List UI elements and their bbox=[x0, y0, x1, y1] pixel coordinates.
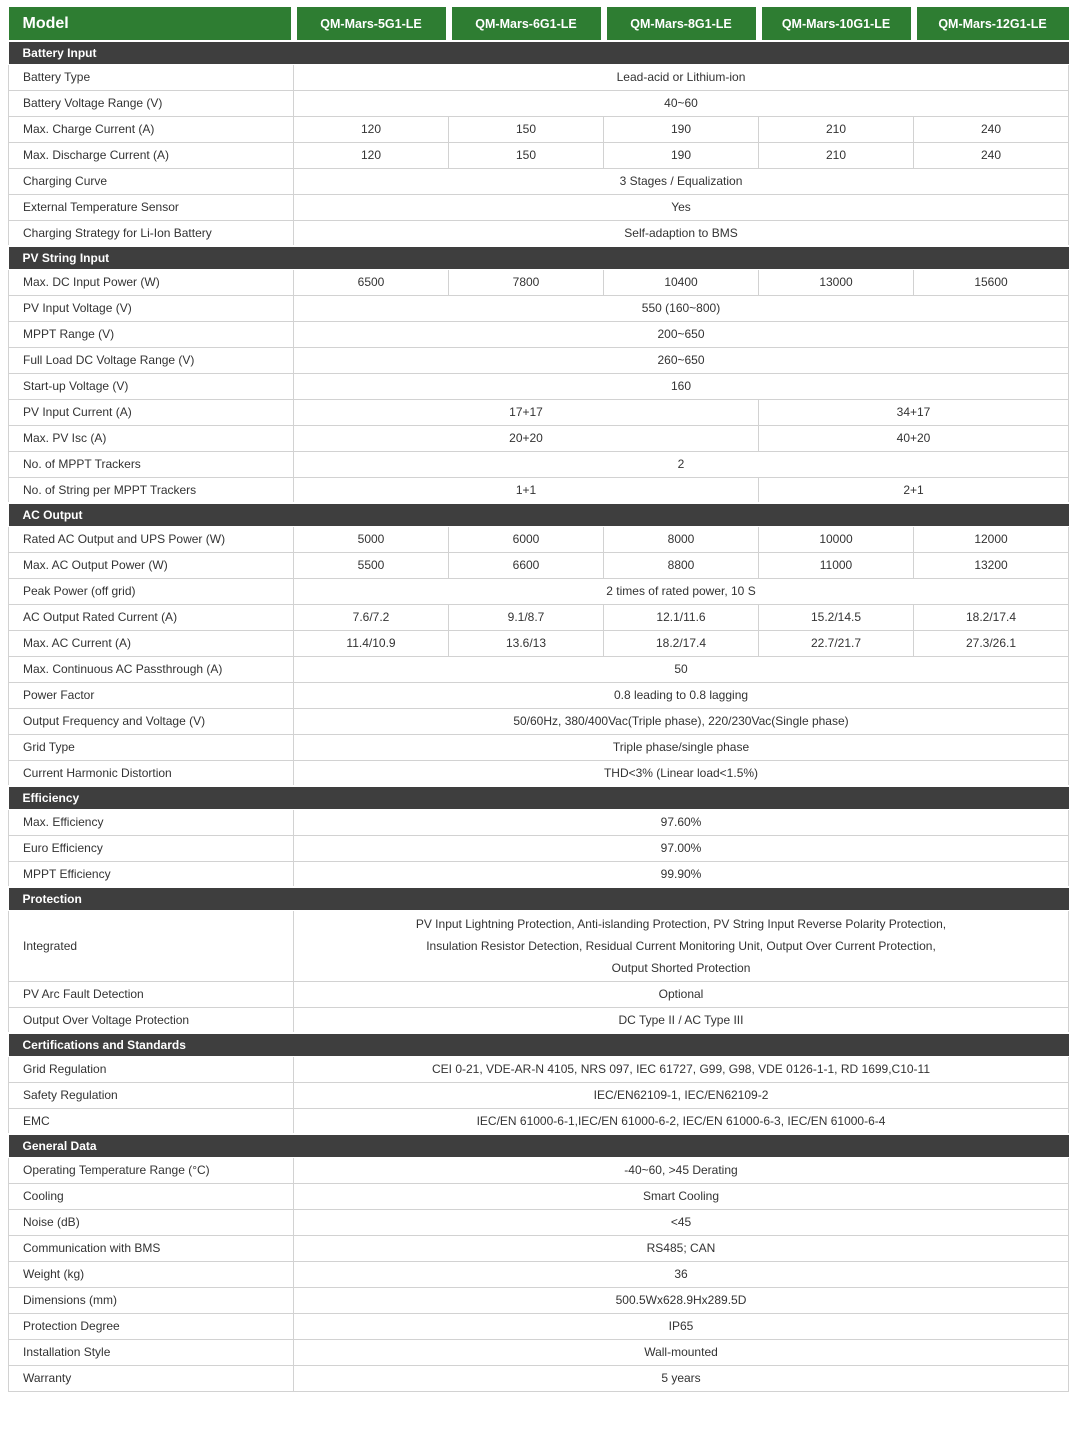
spec-label: Max. DC Input Power (W) bbox=[9, 269, 294, 295]
model-column-header: QM-Mars-12G1-LE bbox=[914, 7, 1069, 41]
spec-label: MPPT Range (V) bbox=[9, 321, 294, 347]
spec-value: 9.1/8.7 bbox=[449, 604, 604, 630]
spec-label: Max. Charge Current (A) bbox=[9, 116, 294, 142]
spec-row bbox=[9, 64, 1069, 90]
spec-label: Operating Temperature Range (°C) bbox=[9, 1157, 294, 1183]
spec-row bbox=[9, 116, 1069, 142]
spec-row bbox=[9, 526, 1069, 552]
section-title: Certifications and Standards bbox=[9, 1033, 1069, 1056]
model-column-header: QM-Mars-10G1-LE bbox=[759, 7, 914, 41]
spec-value: 11000 bbox=[759, 552, 914, 578]
spec-row bbox=[9, 90, 1069, 116]
spec-value: 18.2/17.4 bbox=[914, 604, 1069, 630]
spec-value: 200~650 bbox=[294, 321, 1069, 347]
section-row bbox=[9, 1033, 1069, 1056]
spec-label: MPPT Efficiency bbox=[9, 861, 294, 887]
section-title: AC Output bbox=[9, 503, 1069, 526]
spec-value: THD<3% (Linear load<1.5%) bbox=[294, 760, 1069, 786]
spec-row bbox=[9, 656, 1069, 682]
section-row bbox=[9, 786, 1069, 809]
spec-value: 120 bbox=[294, 142, 449, 168]
spec-row bbox=[9, 861, 1069, 887]
spec-value: 15.2/14.5 bbox=[759, 604, 914, 630]
spec-row bbox=[9, 269, 1069, 295]
spec-row bbox=[9, 708, 1069, 734]
spec-value: 12000 bbox=[914, 526, 1069, 552]
spec-value: 240 bbox=[914, 116, 1069, 142]
spec-row bbox=[9, 1287, 1069, 1313]
spec-value: 150 bbox=[449, 142, 604, 168]
spec-value: 120 bbox=[294, 116, 449, 142]
spec-value: 2 bbox=[294, 451, 1069, 477]
spec-value: 6000 bbox=[449, 526, 604, 552]
spec-row bbox=[9, 1183, 1069, 1209]
spec-row bbox=[9, 1339, 1069, 1365]
spec-value: 6600 bbox=[449, 552, 604, 578]
spec-value: 50 bbox=[294, 656, 1069, 682]
spec-value: 3 Stages / Equalization bbox=[294, 168, 1069, 194]
spec-value: 36 bbox=[294, 1261, 1069, 1287]
spec-value: RS485; CAN bbox=[294, 1235, 1069, 1261]
spec-value: 12.1/11.6 bbox=[604, 604, 759, 630]
spec-row bbox=[9, 1235, 1069, 1261]
spec-row bbox=[9, 399, 1069, 425]
spec-value: 210 bbox=[759, 116, 914, 142]
section-row bbox=[9, 1134, 1069, 1157]
section-title: Battery Input bbox=[9, 41, 1069, 64]
spec-value-line: Output Shorted Protection bbox=[611, 960, 751, 975]
spec-label: Dimensions (mm) bbox=[9, 1287, 294, 1313]
spec-row bbox=[9, 630, 1069, 656]
spec-value: Self-adaption to BMS bbox=[294, 220, 1069, 246]
model-column-header: QM-Mars-5G1-LE bbox=[294, 7, 449, 41]
spec-label: Battery Voltage Range (V) bbox=[9, 90, 294, 116]
spec-value-line: PV Input Lightning Protection, Anti-islanding Protection, PV String Input Reverse Polarity Protection, bbox=[415, 916, 947, 931]
spec-label: Grid Regulation bbox=[9, 1056, 294, 1082]
spec-label: No. of String per MPPT Trackers bbox=[9, 477, 294, 503]
spec-value: Optional bbox=[294, 981, 1069, 1007]
spec-row bbox=[9, 1157, 1069, 1183]
spec-value: Wall-mounted bbox=[294, 1339, 1069, 1365]
spec-value: 8000 bbox=[604, 526, 759, 552]
spec-value: <45 bbox=[294, 1209, 1069, 1235]
spec-value: 240 bbox=[914, 142, 1069, 168]
spec-label: Battery Type bbox=[9, 64, 294, 90]
spec-value: 260~650 bbox=[294, 347, 1069, 373]
spec-table bbox=[8, 7, 1069, 1392]
spec-label: Safety Regulation bbox=[9, 1082, 294, 1108]
spec-row bbox=[9, 734, 1069, 760]
section-title: Protection bbox=[9, 887, 1069, 910]
spec-label: Charging Strategy for Li-Ion Battery bbox=[9, 220, 294, 246]
section-row bbox=[9, 41, 1069, 64]
spec-value: 500.5Wx628.9Hx289.5D bbox=[294, 1287, 1069, 1313]
section-title: Efficiency bbox=[9, 786, 1069, 809]
spec-value: 190 bbox=[604, 116, 759, 142]
spec-value: 11.4/10.9 bbox=[294, 630, 449, 656]
spec-sheet bbox=[8, 7, 1068, 1392]
spec-row bbox=[9, 1108, 1069, 1134]
spec-row bbox=[9, 910, 1069, 981]
spec-row bbox=[9, 760, 1069, 786]
spec-row bbox=[9, 835, 1069, 861]
spec-value: 13.6/13 bbox=[449, 630, 604, 656]
spec-value: DC Type II / AC Type III bbox=[294, 1007, 1069, 1033]
spec-value: Lead-acid or Lithium-ion bbox=[294, 64, 1069, 90]
spec-value: 15600 bbox=[914, 269, 1069, 295]
spec-label: PV Input Voltage (V) bbox=[9, 295, 294, 321]
spec-label: Current Harmonic Distortion bbox=[9, 760, 294, 786]
spec-table-header bbox=[9, 7, 1069, 41]
spec-table-body bbox=[9, 41, 1069, 1391]
spec-row bbox=[9, 578, 1069, 604]
spec-value: 99.90% bbox=[294, 861, 1069, 887]
spec-value: 5500 bbox=[294, 552, 449, 578]
spec-row bbox=[9, 142, 1069, 168]
spec-value: 7800 bbox=[449, 269, 604, 295]
spec-label: External Temperature Sensor bbox=[9, 194, 294, 220]
spec-value: 5 years bbox=[294, 1365, 1069, 1391]
spec-value: 20+20 bbox=[294, 425, 759, 451]
spec-value: 550 (160~800) bbox=[294, 295, 1069, 321]
spec-value: 13000 bbox=[759, 269, 914, 295]
spec-label: Full Load DC Voltage Range (V) bbox=[9, 347, 294, 373]
spec-value bbox=[294, 910, 1069, 981]
spec-value: 8800 bbox=[604, 552, 759, 578]
spec-label: Communication with BMS bbox=[9, 1235, 294, 1261]
spec-label: Charging Curve bbox=[9, 168, 294, 194]
spec-value: 10000 bbox=[759, 526, 914, 552]
spec-value: 17+17 bbox=[294, 399, 759, 425]
spec-value: 40~60 bbox=[294, 90, 1069, 116]
spec-row bbox=[9, 168, 1069, 194]
spec-label: Output Frequency and Voltage (V) bbox=[9, 708, 294, 734]
model-header-row bbox=[9, 7, 1069, 41]
spec-label: Start-up Voltage (V) bbox=[9, 373, 294, 399]
spec-label: Euro Efficiency bbox=[9, 835, 294, 861]
spec-label: Max. AC Output Power (W) bbox=[9, 552, 294, 578]
spec-value: 6500 bbox=[294, 269, 449, 295]
spec-label: Grid Type bbox=[9, 734, 294, 760]
spec-label: Max. Efficiency bbox=[9, 809, 294, 835]
spec-row bbox=[9, 373, 1069, 399]
spec-row bbox=[9, 477, 1069, 503]
spec-row bbox=[9, 1082, 1069, 1108]
spec-value: -40~60, >45 Derating bbox=[294, 1157, 1069, 1183]
spec-value: CEI 0-21, VDE-AR-N 4105, NRS 097, IEC 61727, G99, G98, VDE 0126-1-1, RD 1699,C10-11 bbox=[294, 1056, 1069, 1082]
spec-label: AC Output Rated Current (A) bbox=[9, 604, 294, 630]
spec-row bbox=[9, 552, 1069, 578]
spec-row bbox=[9, 604, 1069, 630]
section-row bbox=[9, 246, 1069, 269]
spec-row bbox=[9, 1365, 1069, 1391]
spec-value: 13200 bbox=[914, 552, 1069, 578]
spec-value: 5000 bbox=[294, 526, 449, 552]
spec-label: EMC bbox=[9, 1108, 294, 1134]
spec-value: 27.3/26.1 bbox=[914, 630, 1069, 656]
spec-label: PV Arc Fault Detection bbox=[9, 981, 294, 1007]
spec-row bbox=[9, 809, 1069, 835]
spec-value: 22.7/21.7 bbox=[759, 630, 914, 656]
spec-row bbox=[9, 220, 1069, 246]
spec-row bbox=[9, 981, 1069, 1007]
spec-value: 210 bbox=[759, 142, 914, 168]
spec-row bbox=[9, 1261, 1069, 1287]
spec-value: Triple phase/single phase bbox=[294, 734, 1069, 760]
spec-row bbox=[9, 1209, 1069, 1235]
spec-row bbox=[9, 1313, 1069, 1339]
spec-row bbox=[9, 1056, 1069, 1082]
section-title: PV String Input bbox=[9, 246, 1069, 269]
spec-value: Yes bbox=[294, 194, 1069, 220]
spec-value: 0.8 leading to 0.8 lagging bbox=[294, 682, 1069, 708]
spec-label: Output Over Voltage Protection bbox=[9, 1007, 294, 1033]
spec-value: 40+20 bbox=[759, 425, 1069, 451]
spec-row bbox=[9, 321, 1069, 347]
spec-label: Peak Power (off grid) bbox=[9, 578, 294, 604]
spec-value: IEC/EN 61000-6-1,IEC/EN 61000-6-2, IEC/EN 61000-6-3, IEC/EN 61000-6-4 bbox=[294, 1108, 1069, 1134]
spec-row bbox=[9, 425, 1069, 451]
spec-value: 190 bbox=[604, 142, 759, 168]
spec-row bbox=[9, 451, 1069, 477]
spec-value: 7.6/7.2 bbox=[294, 604, 449, 630]
section-row bbox=[9, 887, 1069, 910]
spec-label: Max. AC Current (A) bbox=[9, 630, 294, 656]
model-header-label: Model bbox=[9, 7, 294, 41]
spec-value: 150 bbox=[449, 116, 604, 142]
section-row bbox=[9, 503, 1069, 526]
spec-row bbox=[9, 347, 1069, 373]
spec-label: Weight (kg) bbox=[9, 1261, 294, 1287]
spec-label: No. of MPPT Trackers bbox=[9, 451, 294, 477]
spec-label: Power Factor bbox=[9, 682, 294, 708]
spec-value: 97.00% bbox=[294, 835, 1069, 861]
spec-value: 1+1 bbox=[294, 477, 759, 503]
spec-value: 97.60% bbox=[294, 809, 1069, 835]
spec-value: IEC/EN62109-1, IEC/EN62109-2 bbox=[294, 1082, 1069, 1108]
spec-label: Installation Style bbox=[9, 1339, 294, 1365]
spec-value: 18.2/17.4 bbox=[604, 630, 759, 656]
spec-value: 2+1 bbox=[759, 477, 1069, 503]
spec-value: 34+17 bbox=[759, 399, 1069, 425]
spec-label: Max. PV Isc (A) bbox=[9, 425, 294, 451]
spec-row bbox=[9, 194, 1069, 220]
spec-row bbox=[9, 682, 1069, 708]
spec-label: Max. Continuous AC Passthrough (A) bbox=[9, 656, 294, 682]
spec-label: Warranty bbox=[9, 1365, 294, 1391]
spec-value: 2 times of rated power, 10 S bbox=[294, 578, 1069, 604]
spec-value-line: Insulation Resistor Detection, Residual Current Monitoring Unit, Output Over Current Protection, bbox=[426, 938, 936, 953]
spec-value: 50/60Hz, 380/400Vac(Triple phase), 220/230Vac(Single phase) bbox=[294, 708, 1069, 734]
spec-label: Max. Discharge Current (A) bbox=[9, 142, 294, 168]
spec-label: Noise (dB) bbox=[9, 1209, 294, 1235]
model-column-header: QM-Mars-6G1-LE bbox=[449, 7, 604, 41]
section-title: General Data bbox=[9, 1134, 1069, 1157]
spec-label: Integrated bbox=[9, 910, 294, 981]
spec-label: PV Input Current (A) bbox=[9, 399, 294, 425]
spec-row bbox=[9, 295, 1069, 321]
spec-value: 10400 bbox=[604, 269, 759, 295]
spec-label: Protection Degree bbox=[9, 1313, 294, 1339]
spec-label: Rated AC Output and UPS Power (W) bbox=[9, 526, 294, 552]
model-column-header: QM-Mars-8G1-LE bbox=[604, 7, 759, 41]
spec-value: IP65 bbox=[294, 1313, 1069, 1339]
spec-value: Smart Cooling bbox=[294, 1183, 1069, 1209]
spec-row bbox=[9, 1007, 1069, 1033]
spec-label: Cooling bbox=[9, 1183, 294, 1209]
spec-value: 160 bbox=[294, 373, 1069, 399]
